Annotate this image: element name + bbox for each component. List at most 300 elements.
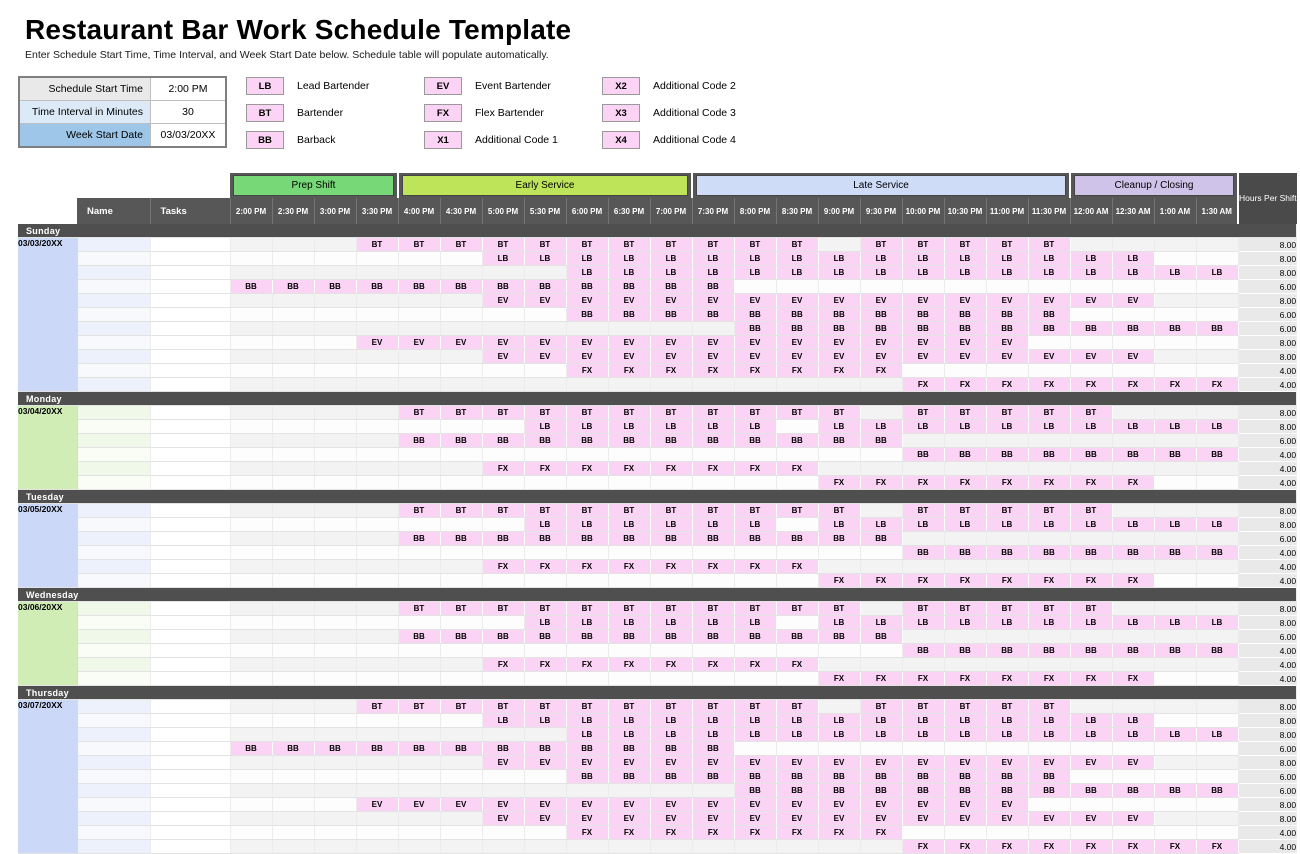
shift-cell[interactable]: FX [608, 462, 650, 476]
shift-cell[interactable]: BB [608, 308, 650, 322]
empty-schedule-cell[interactable] [440, 812, 482, 826]
shift-cell[interactable]: LB [650, 714, 692, 728]
empty-schedule-cell[interactable] [776, 476, 818, 490]
empty-schedule-cell[interactable] [860, 742, 902, 756]
empty-schedule-cell[interactable] [440, 714, 482, 728]
shift-cell[interactable]: BB [1028, 322, 1070, 336]
shift-cell[interactable]: BT [776, 238, 818, 252]
empty-schedule-cell[interactable] [566, 546, 608, 560]
empty-schedule-cell[interactable] [272, 336, 314, 350]
empty-schedule-cell[interactable] [1070, 532, 1112, 546]
shift-cell[interactable]: LB [860, 266, 902, 280]
shift-cell[interactable]: FX [650, 560, 692, 574]
empty-schedule-cell[interactable] [272, 602, 314, 616]
shift-cell[interactable]: BT [524, 602, 566, 616]
empty-schedule-cell[interactable] [734, 476, 776, 490]
empty-schedule-cell[interactable] [314, 238, 356, 252]
tasks-cell[interactable] [150, 700, 230, 714]
empty-schedule-cell[interactable] [272, 574, 314, 588]
empty-schedule-cell[interactable] [314, 770, 356, 784]
shift-cell[interactable]: BB [398, 742, 440, 756]
shift-cell[interactable]: BT [944, 504, 986, 518]
shift-cell[interactable]: FX [692, 658, 734, 672]
shift-cell[interactable]: LB [1070, 252, 1112, 266]
empty-schedule-cell[interactable] [398, 728, 440, 742]
shift-cell[interactable]: BT [986, 504, 1028, 518]
empty-schedule-cell[interactable] [230, 840, 272, 854]
shift-cell[interactable]: EV [776, 756, 818, 770]
shift-cell[interactable]: LB [902, 616, 944, 630]
shift-cell[interactable]: EV [440, 336, 482, 350]
empty-schedule-cell[interactable] [230, 574, 272, 588]
shift-cell[interactable]: LB [1028, 616, 1070, 630]
empty-schedule-cell[interactable] [440, 616, 482, 630]
empty-schedule-cell[interactable] [230, 252, 272, 266]
empty-schedule-cell[interactable] [566, 840, 608, 854]
shift-cell[interactable]: LB [566, 616, 608, 630]
empty-schedule-cell[interactable] [482, 308, 524, 322]
empty-schedule-cell[interactable] [1196, 742, 1238, 756]
empty-schedule-cell[interactable] [398, 448, 440, 462]
shift-cell[interactable]: LB [1154, 616, 1196, 630]
shift-cell[interactable]: BT [440, 602, 482, 616]
empty-schedule-cell[interactable] [230, 504, 272, 518]
shift-cell[interactable]: BT [566, 504, 608, 518]
empty-schedule-cell[interactable] [818, 644, 860, 658]
empty-schedule-cell[interactable] [314, 714, 356, 728]
shift-cell[interactable]: LB [860, 518, 902, 532]
shift-cell[interactable]: LB [776, 714, 818, 728]
empty-schedule-cell[interactable] [230, 266, 272, 280]
shift-cell[interactable]: LB [776, 266, 818, 280]
shift-cell[interactable]: FX [1028, 574, 1070, 588]
empty-schedule-cell[interactable] [440, 756, 482, 770]
empty-schedule-cell[interactable] [566, 448, 608, 462]
empty-schedule-cell[interactable] [566, 672, 608, 686]
shift-cell[interactable]: BT [482, 504, 524, 518]
empty-schedule-cell[interactable] [1070, 336, 1112, 350]
shift-cell[interactable]: LB [692, 252, 734, 266]
name-cell[interactable] [77, 644, 150, 658]
shift-cell[interactable]: BT [734, 406, 776, 420]
shift-cell[interactable]: EV [734, 294, 776, 308]
tasks-cell[interactable] [150, 630, 230, 644]
empty-schedule-cell[interactable] [1196, 294, 1238, 308]
shift-cell[interactable]: LB [650, 420, 692, 434]
empty-schedule-cell[interactable] [566, 644, 608, 658]
empty-schedule-cell[interactable] [356, 406, 398, 420]
empty-schedule-cell[interactable] [692, 378, 734, 392]
empty-schedule-cell[interactable] [818, 462, 860, 476]
empty-schedule-cell[interactable] [1112, 462, 1154, 476]
tasks-cell[interactable] [150, 812, 230, 826]
empty-schedule-cell[interactable] [272, 350, 314, 364]
empty-schedule-cell[interactable] [650, 476, 692, 490]
empty-schedule-cell[interactable] [272, 294, 314, 308]
empty-schedule-cell[interactable] [272, 462, 314, 476]
shift-cell[interactable]: LB [944, 728, 986, 742]
shift-cell[interactable]: EV [524, 812, 566, 826]
shift-cell[interactable]: LB [1112, 420, 1154, 434]
shift-cell[interactable]: BB [356, 280, 398, 294]
empty-schedule-cell[interactable] [440, 728, 482, 742]
shift-cell[interactable]: EV [566, 756, 608, 770]
shift-cell[interactable]: BT [1028, 700, 1070, 714]
shift-cell[interactable]: BT [692, 700, 734, 714]
empty-schedule-cell[interactable] [608, 574, 650, 588]
shift-cell[interactable]: LB [734, 728, 776, 742]
shift-cell[interactable]: BT [734, 504, 776, 518]
shift-cell[interactable]: BT [986, 238, 1028, 252]
shift-cell[interactable]: LB [1070, 616, 1112, 630]
shift-cell[interactable]: EV [482, 756, 524, 770]
empty-schedule-cell[interactable] [230, 462, 272, 476]
empty-schedule-cell[interactable] [776, 840, 818, 854]
shift-cell[interactable]: BT [986, 406, 1028, 420]
shift-cell[interactable]: EV [986, 812, 1028, 826]
empty-schedule-cell[interactable] [1196, 336, 1238, 350]
empty-schedule-cell[interactable] [230, 420, 272, 434]
empty-schedule-cell[interactable] [692, 644, 734, 658]
empty-schedule-cell[interactable] [230, 532, 272, 546]
empty-schedule-cell[interactable] [398, 378, 440, 392]
empty-schedule-cell[interactable] [314, 560, 356, 574]
empty-schedule-cell[interactable] [1154, 336, 1196, 350]
shift-cell[interactable]: FX [692, 364, 734, 378]
empty-schedule-cell[interactable] [230, 518, 272, 532]
shift-cell[interactable]: EV [986, 756, 1028, 770]
shift-cell[interactable]: EV [440, 798, 482, 812]
shift-cell[interactable]: BT [860, 238, 902, 252]
shift-cell[interactable]: FX [902, 574, 944, 588]
empty-schedule-cell[interactable] [524, 574, 566, 588]
empty-schedule-cell[interactable] [398, 546, 440, 560]
empty-schedule-cell[interactable] [608, 546, 650, 560]
empty-schedule-cell[interactable] [1070, 462, 1112, 476]
shift-cell[interactable]: EV [692, 350, 734, 364]
tasks-cell[interactable] [150, 658, 230, 672]
tasks-cell[interactable] [150, 266, 230, 280]
shift-cell[interactable]: EV [776, 812, 818, 826]
shift-cell[interactable]: LB [692, 420, 734, 434]
empty-schedule-cell[interactable] [314, 700, 356, 714]
empty-schedule-cell[interactable] [1154, 504, 1196, 518]
empty-schedule-cell[interactable] [440, 784, 482, 798]
shift-cell[interactable]: EV [902, 350, 944, 364]
empty-schedule-cell[interactable] [398, 644, 440, 658]
shift-cell[interactable]: BB [1070, 448, 1112, 462]
name-cell[interactable] [77, 280, 150, 294]
shift-cell[interactable]: BB [1070, 322, 1112, 336]
empty-schedule-cell[interactable] [230, 560, 272, 574]
empty-schedule-cell[interactable] [944, 462, 986, 476]
empty-schedule-cell[interactable] [524, 308, 566, 322]
shift-cell[interactable]: LB [566, 252, 608, 266]
shift-cell[interactable]: BB [482, 434, 524, 448]
empty-schedule-cell[interactable] [356, 434, 398, 448]
shift-cell[interactable]: BT [776, 504, 818, 518]
shift-cell[interactable]: BB [524, 742, 566, 756]
empty-schedule-cell[interactable] [356, 546, 398, 560]
empty-schedule-cell[interactable] [272, 728, 314, 742]
shift-cell[interactable]: BB [566, 532, 608, 546]
shift-cell[interactable]: EV [524, 336, 566, 350]
shift-cell[interactable]: BT [398, 700, 440, 714]
shift-cell[interactable]: BB [692, 742, 734, 756]
shift-cell[interactable]: LB [524, 252, 566, 266]
empty-schedule-cell[interactable] [524, 770, 566, 784]
shift-cell[interactable]: BB [1112, 644, 1154, 658]
shift-cell[interactable]: BB [230, 280, 272, 294]
shift-cell[interactable]: LB [608, 616, 650, 630]
empty-schedule-cell[interactable] [314, 826, 356, 840]
shift-cell[interactable]: EV [650, 812, 692, 826]
shift-cell[interactable]: BB [524, 434, 566, 448]
shift-cell[interactable]: LB [566, 714, 608, 728]
empty-schedule-cell[interactable] [1028, 826, 1070, 840]
empty-schedule-cell[interactable] [776, 644, 818, 658]
empty-schedule-cell[interactable] [356, 532, 398, 546]
shift-cell[interactable]: BB [734, 784, 776, 798]
empty-schedule-cell[interactable] [1154, 798, 1196, 812]
empty-schedule-cell[interactable] [1154, 532, 1196, 546]
empty-schedule-cell[interactable] [440, 770, 482, 784]
shift-cell[interactable]: EV [482, 812, 524, 826]
shift-cell[interactable]: BT [356, 238, 398, 252]
empty-schedule-cell[interactable] [902, 658, 944, 672]
shift-cell[interactable]: BB [1196, 644, 1238, 658]
shift-cell[interactable]: BB [566, 770, 608, 784]
shift-cell[interactable]: BB [986, 308, 1028, 322]
empty-schedule-cell[interactable] [1154, 658, 1196, 672]
empty-schedule-cell[interactable] [398, 714, 440, 728]
name-cell[interactable] [77, 336, 150, 350]
empty-schedule-cell[interactable] [1070, 560, 1112, 574]
shift-cell[interactable]: LB [482, 252, 524, 266]
empty-schedule-cell[interactable] [314, 378, 356, 392]
empty-schedule-cell[interactable] [1196, 658, 1238, 672]
shift-cell[interactable]: BB [440, 630, 482, 644]
empty-schedule-cell[interactable] [860, 504, 902, 518]
empty-schedule-cell[interactable] [314, 266, 356, 280]
empty-schedule-cell[interactable] [230, 644, 272, 658]
empty-schedule-cell[interactable] [482, 574, 524, 588]
empty-schedule-cell[interactable] [1070, 770, 1112, 784]
shift-cell[interactable]: BB [608, 742, 650, 756]
shift-cell[interactable]: LB [524, 420, 566, 434]
empty-schedule-cell[interactable] [356, 266, 398, 280]
shift-cell[interactable]: LB [692, 518, 734, 532]
shift-cell[interactable]: EV [818, 812, 860, 826]
empty-schedule-cell[interactable] [314, 252, 356, 266]
empty-schedule-cell[interactable] [482, 322, 524, 336]
empty-schedule-cell[interactable] [1028, 462, 1070, 476]
shift-cell[interactable]: BB [398, 434, 440, 448]
empty-schedule-cell[interactable] [314, 350, 356, 364]
empty-schedule-cell[interactable] [398, 574, 440, 588]
empty-schedule-cell[interactable] [356, 630, 398, 644]
shift-cell[interactable]: LB [860, 420, 902, 434]
shift-cell[interactable]: BB [860, 784, 902, 798]
shift-cell[interactable]: BT [902, 700, 944, 714]
name-cell[interactable] [77, 448, 150, 462]
shift-cell[interactable]: EV [986, 336, 1028, 350]
empty-schedule-cell[interactable] [944, 364, 986, 378]
shift-cell[interactable]: BB [272, 280, 314, 294]
shift-cell[interactable]: BB [818, 784, 860, 798]
shift-cell[interactable]: BT [776, 602, 818, 616]
shift-cell[interactable]: EV [776, 798, 818, 812]
tasks-cell[interactable] [150, 308, 230, 322]
tasks-cell[interactable] [150, 574, 230, 588]
shift-cell[interactable]: BB [566, 308, 608, 322]
shift-cell[interactable]: EV [482, 350, 524, 364]
shift-cell[interactable]: BT [944, 406, 986, 420]
empty-schedule-cell[interactable] [1196, 602, 1238, 616]
empty-schedule-cell[interactable] [1196, 252, 1238, 266]
shift-cell[interactable]: EV [482, 294, 524, 308]
tasks-cell[interactable] [150, 504, 230, 518]
shift-cell[interactable]: LB [1196, 266, 1238, 280]
shift-cell[interactable]: BB [482, 630, 524, 644]
shift-cell[interactable]: BT [944, 238, 986, 252]
empty-schedule-cell[interactable] [1196, 364, 1238, 378]
shift-cell[interactable]: BB [818, 630, 860, 644]
empty-schedule-cell[interactable] [566, 322, 608, 336]
empty-schedule-cell[interactable] [1196, 504, 1238, 518]
shift-cell[interactable]: BB [1196, 546, 1238, 560]
shift-cell[interactable]: BB [1196, 448, 1238, 462]
empty-schedule-cell[interactable] [1154, 826, 1196, 840]
empty-schedule-cell[interactable] [1112, 826, 1154, 840]
shift-cell[interactable]: BT [650, 504, 692, 518]
shift-cell[interactable]: LB [566, 420, 608, 434]
empty-schedule-cell[interactable] [818, 840, 860, 854]
empty-schedule-cell[interactable] [650, 322, 692, 336]
empty-schedule-cell[interactable] [1112, 238, 1154, 252]
tasks-cell[interactable] [150, 826, 230, 840]
empty-schedule-cell[interactable] [692, 672, 734, 686]
empty-schedule-cell[interactable] [398, 756, 440, 770]
empty-schedule-cell[interactable] [398, 364, 440, 378]
empty-schedule-cell[interactable] [818, 546, 860, 560]
shift-cell[interactable]: BB [860, 322, 902, 336]
shift-cell[interactable]: BB [776, 532, 818, 546]
shift-cell[interactable]: BB [650, 630, 692, 644]
shift-cell[interactable]: LB [1196, 518, 1238, 532]
name-cell[interactable] [77, 518, 150, 532]
shift-cell[interactable]: BB [1154, 784, 1196, 798]
shift-cell[interactable]: EV [902, 812, 944, 826]
tasks-cell[interactable] [150, 728, 230, 742]
name-cell[interactable] [77, 770, 150, 784]
empty-schedule-cell[interactable] [1196, 630, 1238, 644]
empty-schedule-cell[interactable] [818, 700, 860, 714]
shift-cell[interactable]: LB [1070, 518, 1112, 532]
empty-schedule-cell[interactable] [398, 476, 440, 490]
empty-schedule-cell[interactable] [230, 238, 272, 252]
name-cell[interactable] [77, 742, 150, 756]
shift-cell[interactable]: FX [944, 574, 986, 588]
shift-cell[interactable]: BT [818, 406, 860, 420]
shift-cell[interactable]: BB [608, 434, 650, 448]
shift-cell[interactable]: FX [482, 462, 524, 476]
empty-schedule-cell[interactable] [860, 280, 902, 294]
empty-schedule-cell[interactable] [566, 574, 608, 588]
shift-cell[interactable]: LB [608, 518, 650, 532]
shift-cell[interactable]: BB [608, 280, 650, 294]
shift-cell[interactable]: LB [986, 728, 1028, 742]
empty-schedule-cell[interactable] [272, 476, 314, 490]
empty-schedule-cell[interactable] [272, 322, 314, 336]
empty-schedule-cell[interactable] [230, 364, 272, 378]
empty-schedule-cell[interactable] [902, 826, 944, 840]
empty-schedule-cell[interactable] [734, 546, 776, 560]
empty-schedule-cell[interactable] [1154, 252, 1196, 266]
empty-schedule-cell[interactable] [944, 532, 986, 546]
name-cell[interactable] [77, 532, 150, 546]
empty-schedule-cell[interactable] [230, 826, 272, 840]
shift-cell[interactable]: BB [566, 434, 608, 448]
shift-cell[interactable]: EV [902, 336, 944, 350]
shift-cell[interactable]: EV [650, 336, 692, 350]
shift-cell[interactable]: BB [566, 742, 608, 756]
empty-schedule-cell[interactable] [608, 784, 650, 798]
tasks-cell[interactable] [150, 336, 230, 350]
shift-cell[interactable]: LB [944, 420, 986, 434]
empty-schedule-cell[interactable] [314, 336, 356, 350]
empty-schedule-cell[interactable] [230, 616, 272, 630]
shift-cell[interactable]: EV [902, 798, 944, 812]
empty-schedule-cell[interactable] [356, 350, 398, 364]
shift-cell[interactable]: EV [860, 812, 902, 826]
shift-cell[interactable]: LB [566, 266, 608, 280]
shift-cell[interactable]: EV [986, 294, 1028, 308]
empty-schedule-cell[interactable] [356, 672, 398, 686]
empty-schedule-cell[interactable] [1196, 308, 1238, 322]
shift-cell[interactable]: BB [650, 434, 692, 448]
tasks-cell[interactable] [150, 742, 230, 756]
empty-schedule-cell[interactable] [860, 560, 902, 574]
shift-cell[interactable]: EV [692, 798, 734, 812]
empty-schedule-cell[interactable] [650, 784, 692, 798]
empty-schedule-cell[interactable] [1196, 350, 1238, 364]
shift-cell[interactable]: BB [650, 280, 692, 294]
shift-cell[interactable]: LB [1028, 420, 1070, 434]
empty-schedule-cell[interactable] [482, 672, 524, 686]
empty-schedule-cell[interactable] [272, 364, 314, 378]
empty-schedule-cell[interactable] [734, 280, 776, 294]
shift-cell[interactable]: LB [986, 616, 1028, 630]
shift-cell[interactable]: EV [776, 350, 818, 364]
shift-cell[interactable]: EV [944, 294, 986, 308]
shift-cell[interactable]: FX [1154, 840, 1196, 854]
shift-cell[interactable]: EV [1028, 294, 1070, 308]
empty-schedule-cell[interactable] [1028, 434, 1070, 448]
shift-cell[interactable]: BB [650, 532, 692, 546]
empty-schedule-cell[interactable] [860, 546, 902, 560]
shift-cell[interactable]: FX [818, 672, 860, 686]
empty-schedule-cell[interactable] [1196, 770, 1238, 784]
shift-cell[interactable]: BB [1112, 784, 1154, 798]
shift-cell[interactable]: BB [734, 322, 776, 336]
empty-schedule-cell[interactable] [692, 322, 734, 336]
shift-cell[interactable]: LB [1028, 252, 1070, 266]
empty-schedule-cell[interactable] [1154, 238, 1196, 252]
empty-schedule-cell[interactable] [860, 644, 902, 658]
empty-schedule-cell[interactable] [356, 658, 398, 672]
shift-cell[interactable]: LB [860, 714, 902, 728]
